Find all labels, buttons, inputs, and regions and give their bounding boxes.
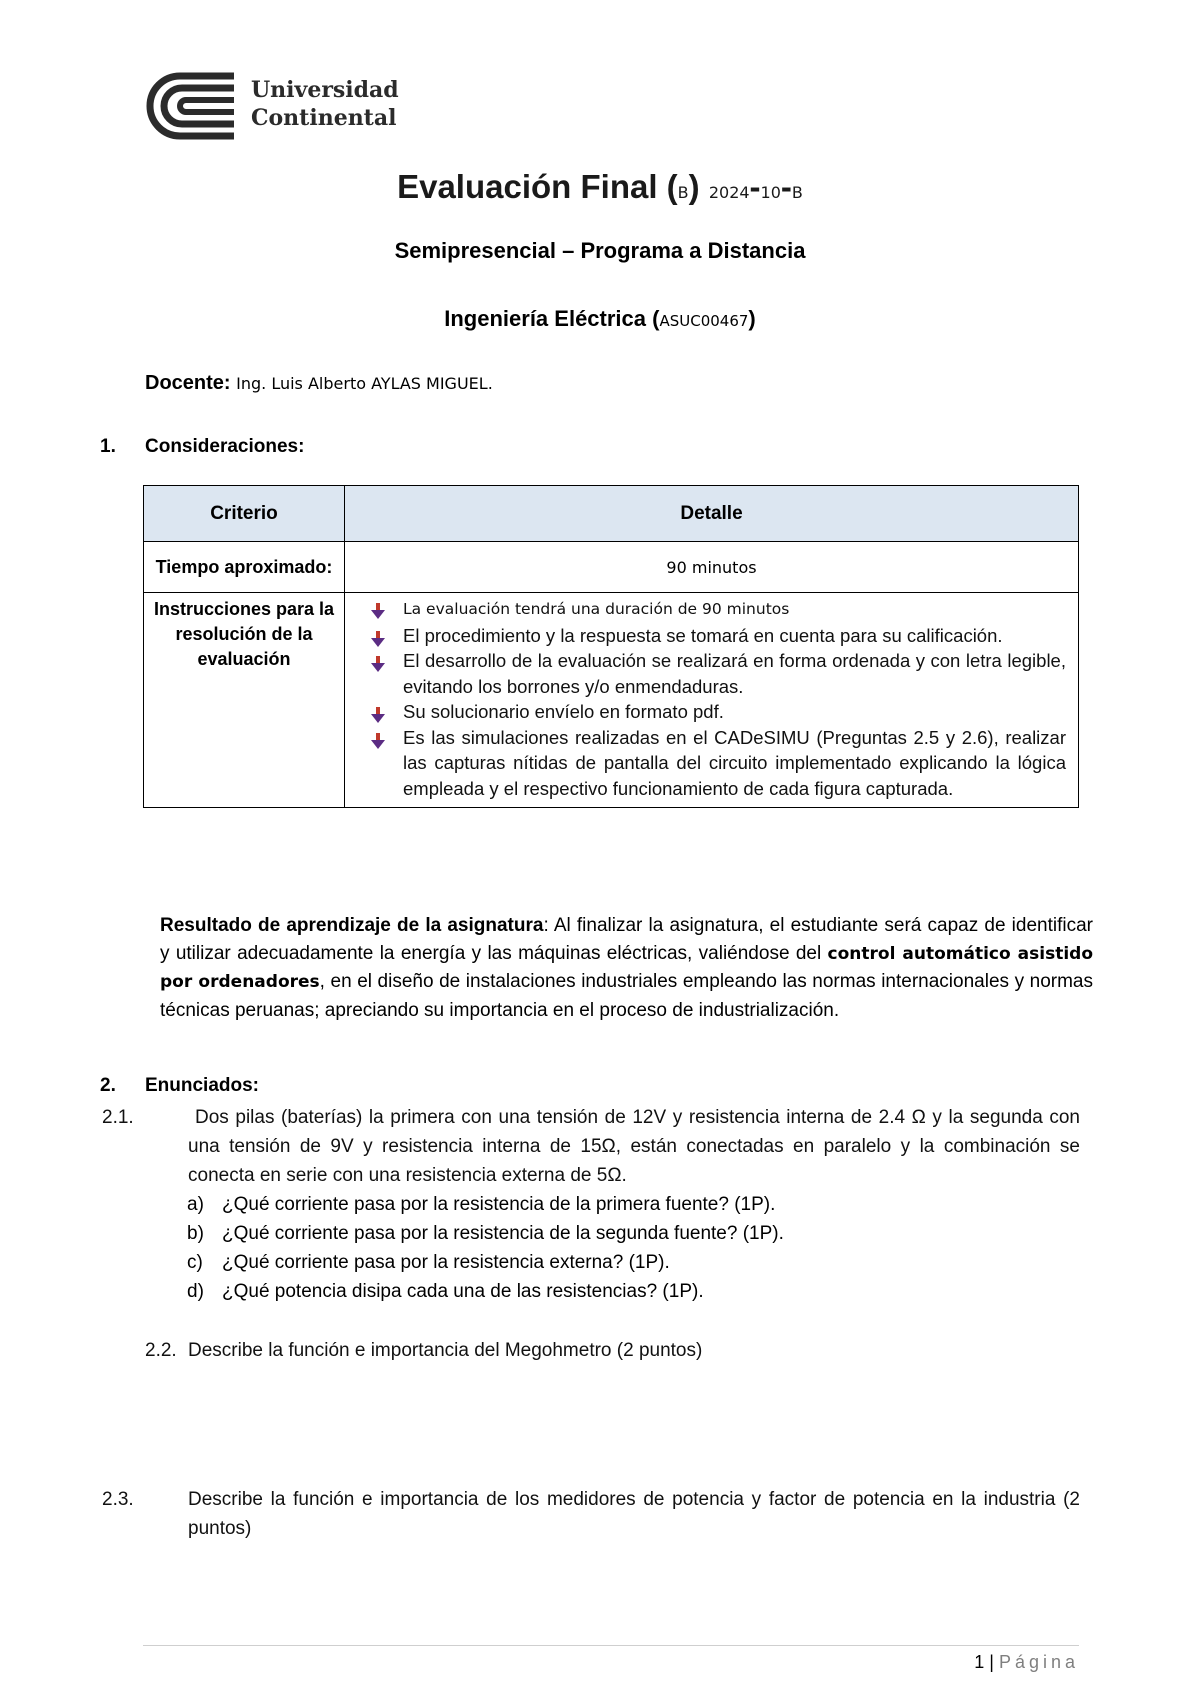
period-year: 2024 (708, 183, 750, 202)
list-item: Su solucionario envíelo en formato pdf. (403, 699, 1066, 725)
page-title: Evaluación Final (B) 2024-10-B (397, 168, 803, 205)
learning-outcome-bold: control automático asistido por ordenadores (160, 943, 1093, 992)
title-text: Evaluación Final ( (397, 168, 678, 205)
footer-divider (143, 1645, 1079, 1646)
header-detalle: Detalle (345, 486, 1079, 542)
table-row (144, 593, 1079, 808)
list-item: d) ¿Qué potencia disipa cada una de las resistencias? (1P). (187, 1281, 704, 1302)
university-logo (142, 70, 402, 142)
list-item: El desarrollo de la evaluación se realizará en forma ordenada y con letra legible, evitando los borrones y/o enmendaduras. (403, 648, 1066, 699)
teacher-label: Docente: (145, 372, 231, 394)
section-heading-1 (100, 436, 304, 458)
course-close: ) (748, 306, 756, 331)
page-number: 1 (974, 1652, 985, 1672)
section-number: 2. (100, 1075, 116, 1096)
list-item: c) ¿Qué corriente pasa por la resistencia externa? (1P). (187, 1252, 670, 1273)
list-item: Es las simulaciones realizadas en el CADeSIMU (Preguntas 2.5 y 2.6), realizar las capturas nítidas de pantalla del circuito implementado explicando la lógica empleada y el respectivo funcionamiento de cada figura capturada. (403, 725, 1066, 802)
learning-outcome-text-1: : Al finalizar la asignatura, el estudiante será capaz de identificar y utilizar adecuadamente la energía y las máquinas eléctricas, valiéndose del (160, 915, 1093, 964)
period-month: 10 (760, 183, 781, 202)
learning-outcome-text-2: , en el diseño de instalaciones industriales empleando las normas internacionales y normas técnicas peruanas; apreciando su importancia en el proceso de industrialización. (160, 971, 1093, 1021)
detail-cell: 90 minutos (345, 542, 1079, 593)
title-variant: B (677, 183, 689, 202)
page-label: Página (998, 1652, 1079, 1672)
course-code: ASUC00467 (659, 312, 749, 330)
title-close: ) (688, 168, 700, 205)
question-text: Describe la función e importancia de los medidores de potencia y factor de potencia en la industria (2 puntos) (188, 1489, 1080, 1539)
arrow-down-bullet-icon (371, 656, 385, 672)
question-number: 2.3. (102, 1489, 134, 1510)
question-2-2 (145, 1336, 1080, 1365)
logo-line-1: Universidad (251, 77, 399, 103)
learning-outcome-label: Resultado de aprendizaje de la asignatura (160, 915, 544, 936)
criterion-cell: Instrucciones para la resolución de la evaluación (144, 593, 345, 808)
section-heading-2 (100, 1075, 259, 1097)
course-title (0, 306, 1200, 332)
arrow-down-bullet-icon (371, 733, 385, 749)
list-item: La evaluación tendrá una duración de 90 minutos (403, 597, 1066, 623)
learning-outcome-paragraph (160, 912, 1093, 1024)
page-footer (974, 1652, 1079, 1673)
question-2-1 (102, 1103, 1080, 1190)
list-item: a) ¿Qué corriente pasa por la resistencia de la primera fuente? (1P). (187, 1194, 776, 1215)
header-criterio: Criterio (144, 486, 345, 542)
considerations-table (143, 485, 1079, 808)
section-number: 1. (100, 436, 116, 457)
question-number: 2.2. (145, 1340, 177, 1361)
arrow-down-bullet-icon (371, 603, 385, 619)
course-name: Ingeniería Eléctrica ( (444, 306, 660, 331)
footer-separator: | (989, 1652, 994, 1672)
teacher-name: Ing. Luis Alberto AYLAS MIGUEL. (236, 374, 493, 393)
arrow-down-bullet-icon (371, 631, 385, 647)
period-letter: B (791, 183, 803, 202)
logo-line-2: Continental (251, 105, 397, 131)
table-header-row (144, 486, 1079, 542)
question-2-3 (102, 1485, 1080, 1543)
page-subtitle: Semipresencial – Programa a Distancia (394, 238, 806, 263)
question-text: Dos pilas (baterías) la primera con una tensión de 12V y resistencia interna de 2.4 Ω y la segunda con una tensión de 9V y resistencia interna de 15Ω, están conectadas en paralelo y la combinación se conecta en serie con una resistencia externa de 5Ω. (188, 1107, 1080, 1186)
question-text: Describe la función e importancia del Megohmetro (2 puntos) (188, 1340, 703, 1361)
list-item: El procedimiento y la respuesta se tomará en cuenta para su calificación. (403, 623, 1066, 649)
logo-mark-icon (142, 70, 242, 142)
list-item: b) ¿Qué corriente pasa por la resistencia de la segunda fuente? (1P). (187, 1223, 784, 1244)
section-title: Consideraciones: (145, 436, 305, 457)
teacher-line (145, 372, 493, 395)
question-number: 2.1. (102, 1107, 134, 1128)
table-row (144, 542, 1079, 593)
criterion-cell: Tiempo aproximado: (144, 542, 345, 593)
instruction-list (345, 593, 1078, 807)
arrow-down-bullet-icon (371, 707, 385, 723)
detail-cell (345, 593, 1079, 808)
logo-text (251, 76, 399, 132)
section-title: Enunciados: (145, 1075, 260, 1096)
